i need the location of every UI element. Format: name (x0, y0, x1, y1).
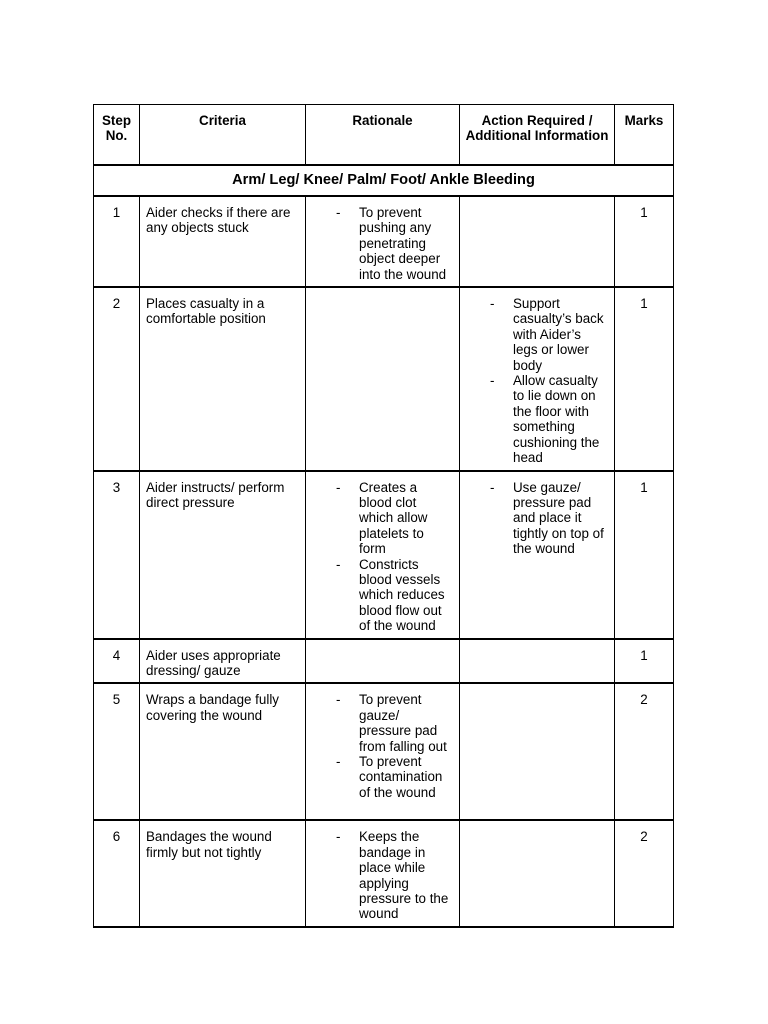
table-row (94, 683, 674, 820)
step-number: 1 (94, 196, 140, 287)
action-cell (460, 287, 615, 470)
rationale-cell (306, 820, 460, 926)
criteria-text: Bandages the wound firmly but not tightly (140, 820, 306, 926)
table-row (94, 471, 674, 639)
step-number: 2 (94, 287, 140, 470)
rationale-cell (306, 683, 460, 820)
header-criteria: Criteria (140, 105, 306, 166)
action-list (460, 296, 610, 465)
rationale-cell (306, 287, 460, 470)
rationale-item: - To prevent contamination of the wound (306, 754, 455, 800)
rationale-item: - Keeps the bandage in place while applying pressure to the wound (306, 829, 455, 921)
marks-value: 2 (615, 683, 674, 820)
rationale-item: - Creates a blood clot which allow platelets to form (306, 480, 455, 557)
action-cell (460, 639, 615, 684)
step-number: 4 (94, 639, 140, 684)
table-row (94, 196, 674, 287)
table-row (94, 287, 674, 470)
rationale-item: - To prevent pushing any penetrating object deeper into the wound (306, 205, 455, 282)
header-row (94, 105, 674, 166)
header-step: Step No. (94, 105, 140, 166)
action-cell (460, 471, 615, 639)
marks-value: 1 (615, 639, 674, 684)
marks-value: 1 (615, 196, 674, 287)
criteria-text: Aider instructs/ perform direct pressure (140, 471, 306, 639)
header-rationale: Rationale (306, 105, 460, 166)
header-marks: Marks (615, 105, 674, 166)
criteria-text: Wraps a bandage fully covering the wound (140, 683, 306, 820)
rationale-cell (306, 471, 460, 639)
header-action: Action Required / Additional Information (460, 105, 615, 166)
assessment-table (93, 104, 674, 928)
step-number: 5 (94, 683, 140, 820)
table-row (94, 820, 674, 926)
rationale-list (306, 205, 455, 282)
rationale-cell (306, 639, 460, 684)
action-item: - Use gauze/ pressure pad and place it tightly on top of the wound (460, 480, 610, 557)
action-item: - Support casualty’s back with Aider’s legs or lower body (460, 296, 610, 373)
criteria-text: Places casualty in a comfortable position (140, 287, 306, 470)
table-row (94, 639, 674, 684)
criteria-text: Aider uses appropriate dressing/ gauze (140, 639, 306, 684)
action-cell (460, 683, 615, 820)
marks-value: 1 (615, 287, 674, 470)
rationale-cell (306, 196, 460, 287)
rationale-list (306, 692, 455, 800)
action-cell (460, 196, 615, 287)
rationale-list (306, 829, 455, 921)
rationale-item: - To prevent gauze/ pressure pad from falling out (306, 692, 455, 754)
action-list (460, 480, 610, 557)
section-title: Arm/ Leg/ Knee/ Palm/ Foot/ Ankle Bleeding (94, 165, 674, 196)
criteria-text: Aider checks if there are any objects stuck (140, 196, 306, 287)
action-item: - Allow casualty to lie down on the floor with something cushioning the head (460, 373, 610, 465)
marks-value: 1 (615, 471, 674, 639)
marks-value: 2 (615, 820, 674, 926)
rationale-list (306, 480, 455, 634)
step-number: 6 (94, 820, 140, 926)
section-row (94, 165, 674, 196)
action-cell (460, 820, 615, 926)
rationale-item: - Constricts blood vessels which reduces blood flow out of the wound (306, 557, 455, 634)
step-number: 3 (94, 471, 140, 639)
